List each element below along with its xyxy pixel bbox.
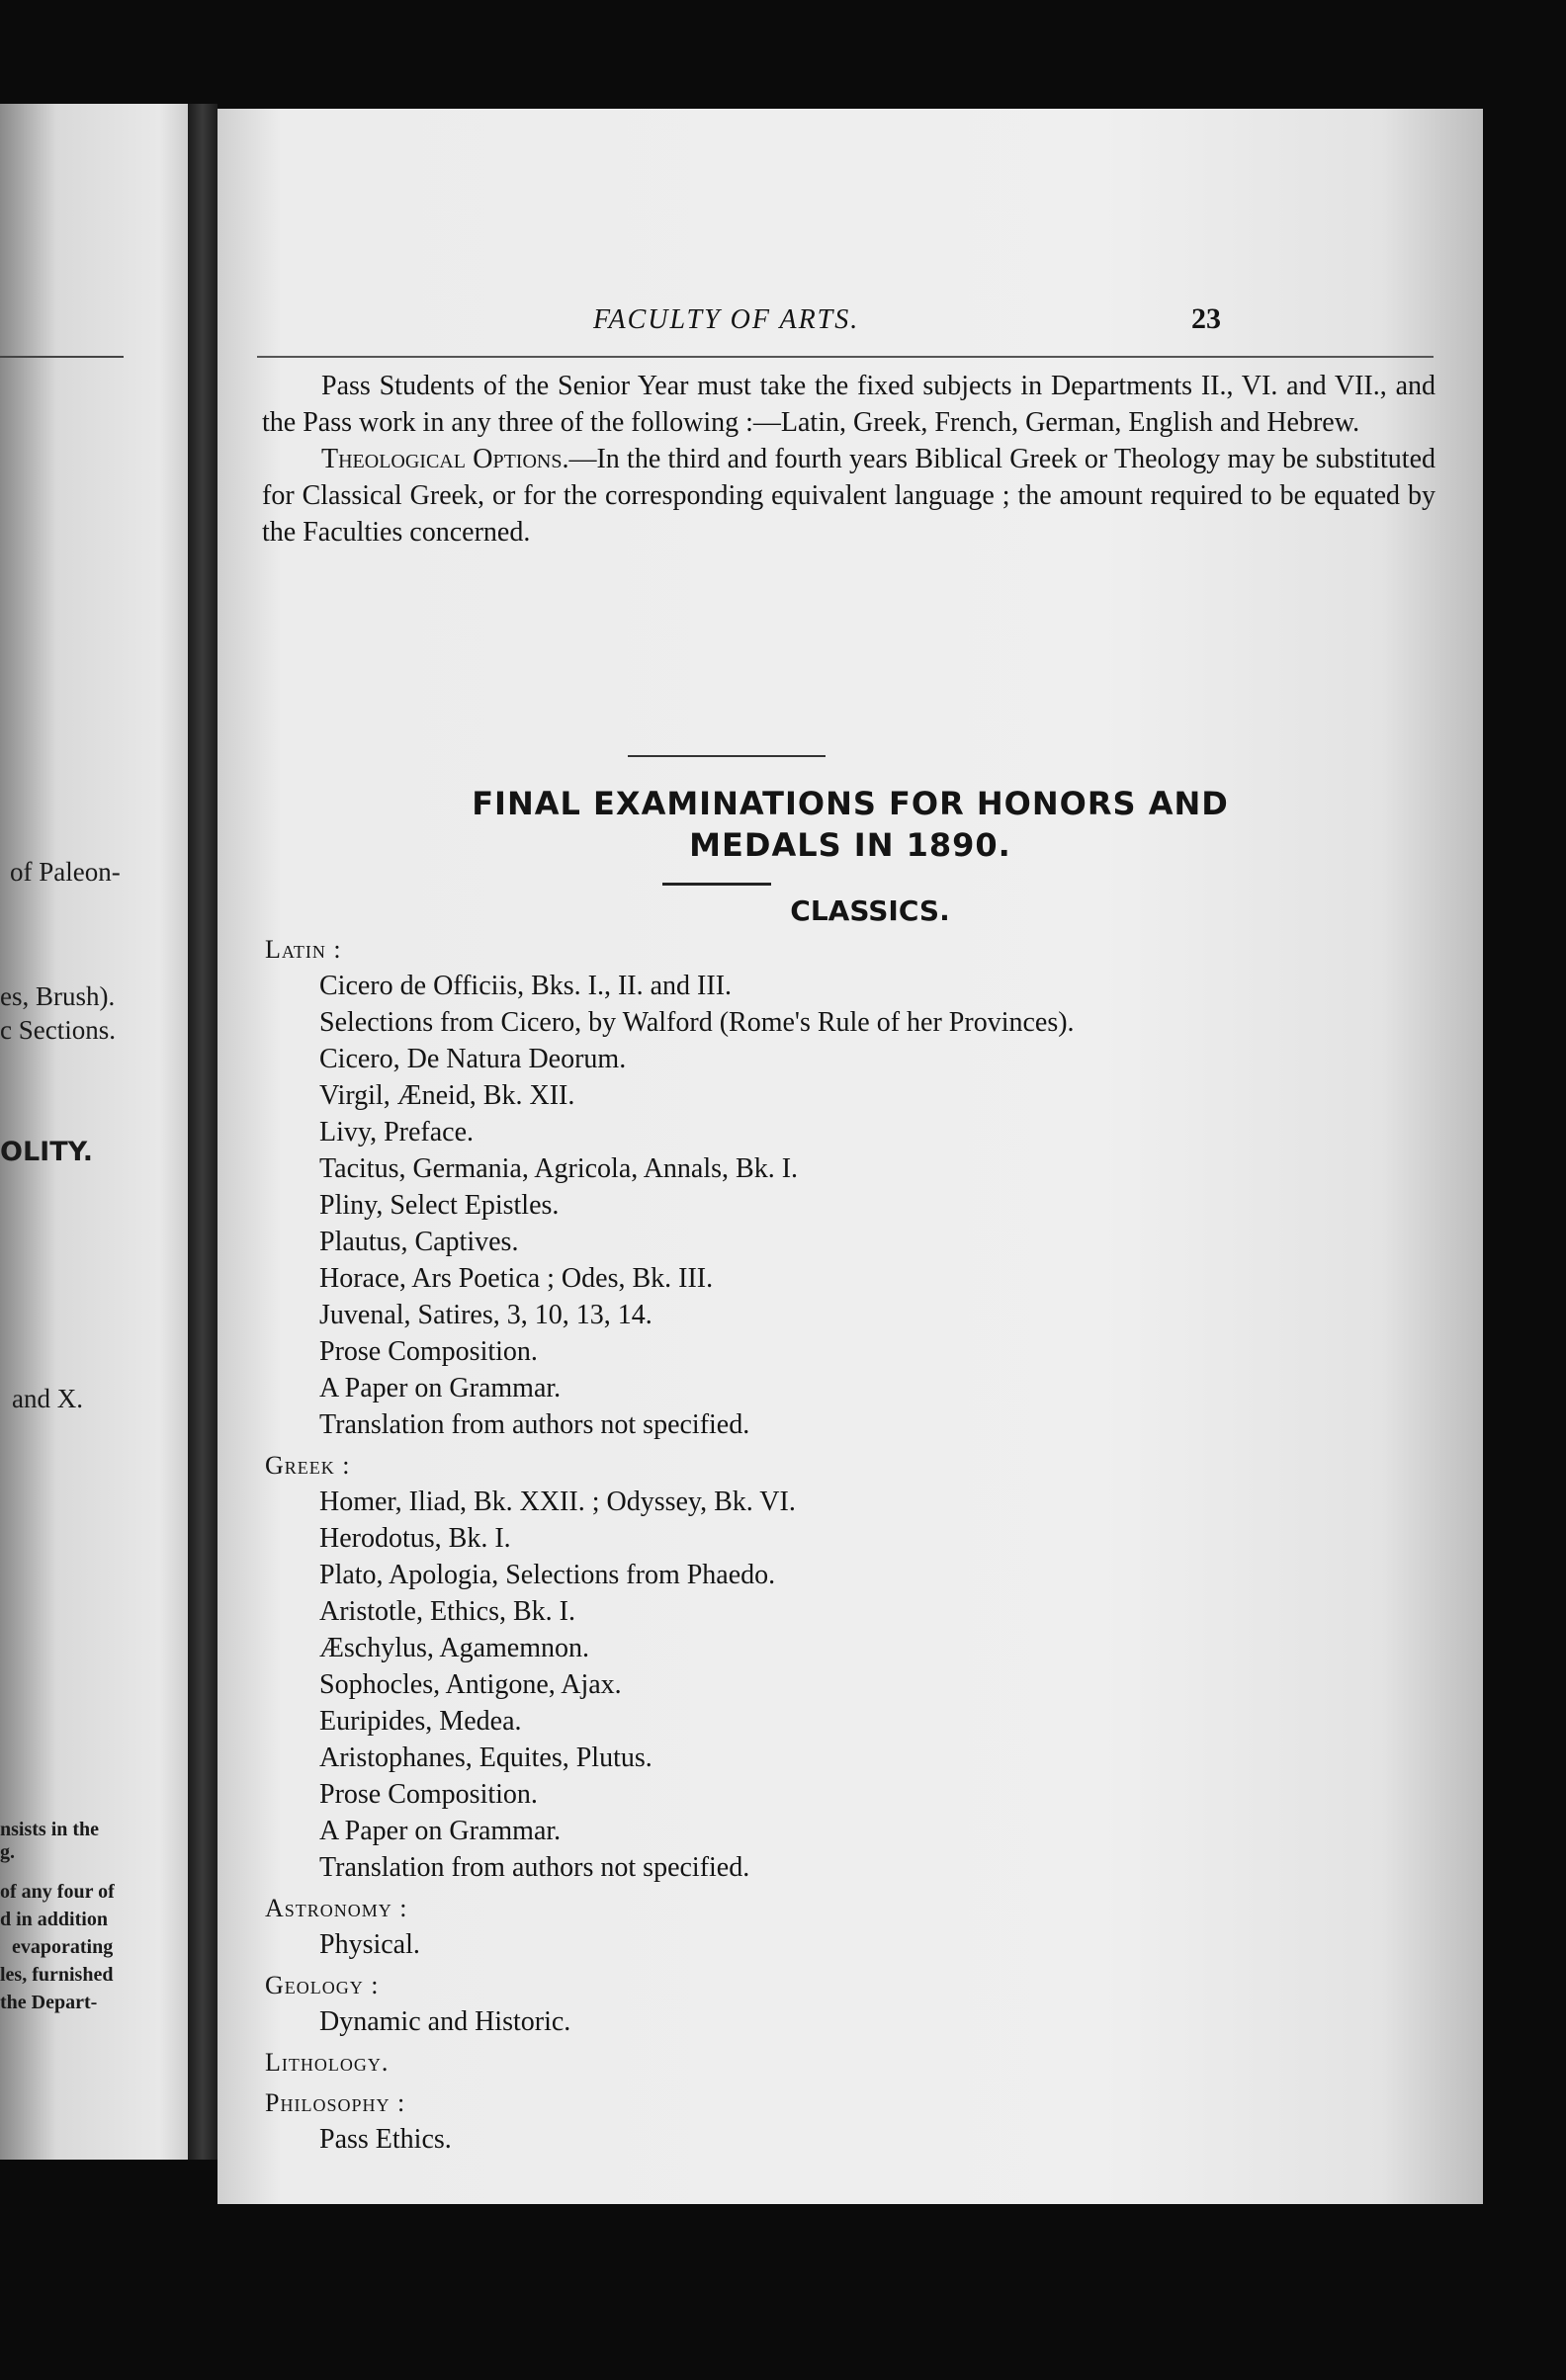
facing-text: of Paleon- — [10, 857, 121, 887]
list-item: Euripides, Medea. — [319, 1706, 522, 1737]
facing-text: les, furnished — [0, 1964, 114, 1986]
list-item: A Paper on Grammar. — [319, 1816, 562, 1846]
intro-text — [262, 368, 1436, 551]
subject-list — [265, 921, 1432, 2162]
list-item: Cicero, De Natura Deorum. — [319, 1044, 627, 1074]
paragraph-body: —In the third and fourth years Biblical Greek or Theology may be substituted for Classical Greek, or for the corresponding equivalent language ; the amount required to be equated by the Faculties concerned. — [262, 444, 1436, 548]
list-item: Aristophanes, Equites, Plutus. — [319, 1742, 652, 1773]
book-page — [218, 109, 1483, 2204]
list-item: Æschylus, Agamemnon. — [319, 1633, 589, 1663]
facing-text: nsists in the — [0, 1819, 100, 1840]
facing-text: the Depart- — [0, 1992, 98, 2013]
list-item: Plautus, Captives. — [319, 1227, 519, 1257]
list-item: Prose Composition. — [319, 1336, 538, 1367]
list-item: Juvenal, Satires, 3, 10, 13, 14. — [319, 1300, 652, 1330]
page-header — [218, 302, 1443, 342]
list-item: Livy, Preface. — [319, 1117, 474, 1148]
facing-text: g. — [0, 1841, 15, 1863]
list-item: Pliny, Select Epistles. — [319, 1190, 560, 1221]
subject-items — [265, 968, 1432, 1443]
exam-heading — [218, 783, 1483, 866]
subject-label: Astronomy : — [265, 1894, 408, 1922]
list-item: Horace, Ars Poetica ; Odes, Bk. III. — [319, 1263, 714, 1294]
list-item: Physical. — [319, 1929, 420, 1960]
list-item: Cicero de Officiis, Bks. I., II. and III. — [319, 971, 733, 1001]
paragraph-label: Theological Options. — [321, 444, 569, 474]
list-item: Tacitus, Germania, Agricola, Annals, Bk. I. — [319, 1153, 799, 1184]
subject-section — [265, 2044, 1432, 2081]
list-item: Translation from authors not specified. — [319, 1852, 750, 1883]
list-item: Aristotle, Ethics, Bk. I. — [319, 1596, 575, 1627]
facing-text: of any four of — [0, 1881, 115, 1903]
list-item: Prose Composition. — [319, 1779, 538, 1810]
subject-section — [265, 1447, 1432, 1886]
heading-divider — [662, 883, 771, 886]
subject-items — [265, 1484, 1432, 1886]
subject-section — [265, 1967, 1432, 2040]
facing-text: es, Brush). — [0, 981, 116, 1011]
intro-paragraph: Pass Students of the Senior Year must take the fixed subjects in Departments II., VI. and VII., and the Pass work in any three of the following :—Latin, Greek, French, German, English and Hebrew. — [262, 371, 1436, 438]
list-item: Virgil, Æneid, Bk. XII. — [319, 1080, 575, 1111]
subject-label: Philosophy : — [265, 2088, 406, 2117]
list-item: Pass Ethics. — [319, 2124, 452, 2155]
list-item: Selections from Cicero, by Walford (Rome's Rule of her Provinces). — [319, 1007, 1075, 1038]
list-item: Plato, Apologia, Selections from Phaedo. — [319, 1560, 776, 1590]
list-item: Dynamic and Historic. — [319, 2006, 571, 2037]
subject-section — [265, 2084, 1432, 2158]
list-item: Sophocles, Antigone, Ajax. — [319, 1669, 622, 1700]
header-rule — [257, 356, 1434, 358]
subject-items — [265, 2003, 1432, 2040]
list-item: Homer, Iliad, Bk. XXII. ; Odyssey, Bk. VI. — [319, 1487, 796, 1517]
facing-text: c Sections. — [0, 1015, 116, 1045]
facing-text: d in addition — [0, 1909, 108, 1930]
facing-text: and X. — [12, 1384, 83, 1413]
subject-label: Latin : — [265, 935, 342, 964]
list-item: Herodotus, Bk. I. — [319, 1523, 511, 1554]
list-item: A Paper on Grammar. — [319, 1373, 562, 1403]
theological-options-paragraph — [262, 441, 1436, 551]
facing-page — [0, 104, 188, 2160]
book-gutter — [188, 104, 218, 2160]
subject-items — [265, 2121, 1432, 2158]
running-head: FACULTY OF ARTS. — [593, 304, 860, 335]
facing-text: OLITY. — [0, 1137, 93, 1167]
facing-page-rule — [0, 356, 124, 358]
subject-section — [265, 1890, 1432, 1963]
heading-line-1: FINAL EXAMINATIONS FOR HONORS AND — [472, 785, 1229, 822]
classics-subheading: CLASSICS. — [790, 894, 950, 927]
subject-section — [265, 931, 1432, 1443]
subject-label: Lithology. — [265, 2048, 390, 2077]
facing-text: evaporating — [12, 1936, 114, 1958]
page-number: 23 — [1191, 302, 1221, 335]
subject-label: Geology : — [265, 1971, 380, 1999]
subject-label: Greek : — [265, 1451, 351, 1480]
subject-items — [265, 1926, 1432, 1963]
heading-line-2: MEDALS IN 1890. — [689, 826, 1011, 864]
section-divider — [628, 755, 826, 757]
list-item: Translation from authors not specified. — [319, 1409, 750, 1440]
